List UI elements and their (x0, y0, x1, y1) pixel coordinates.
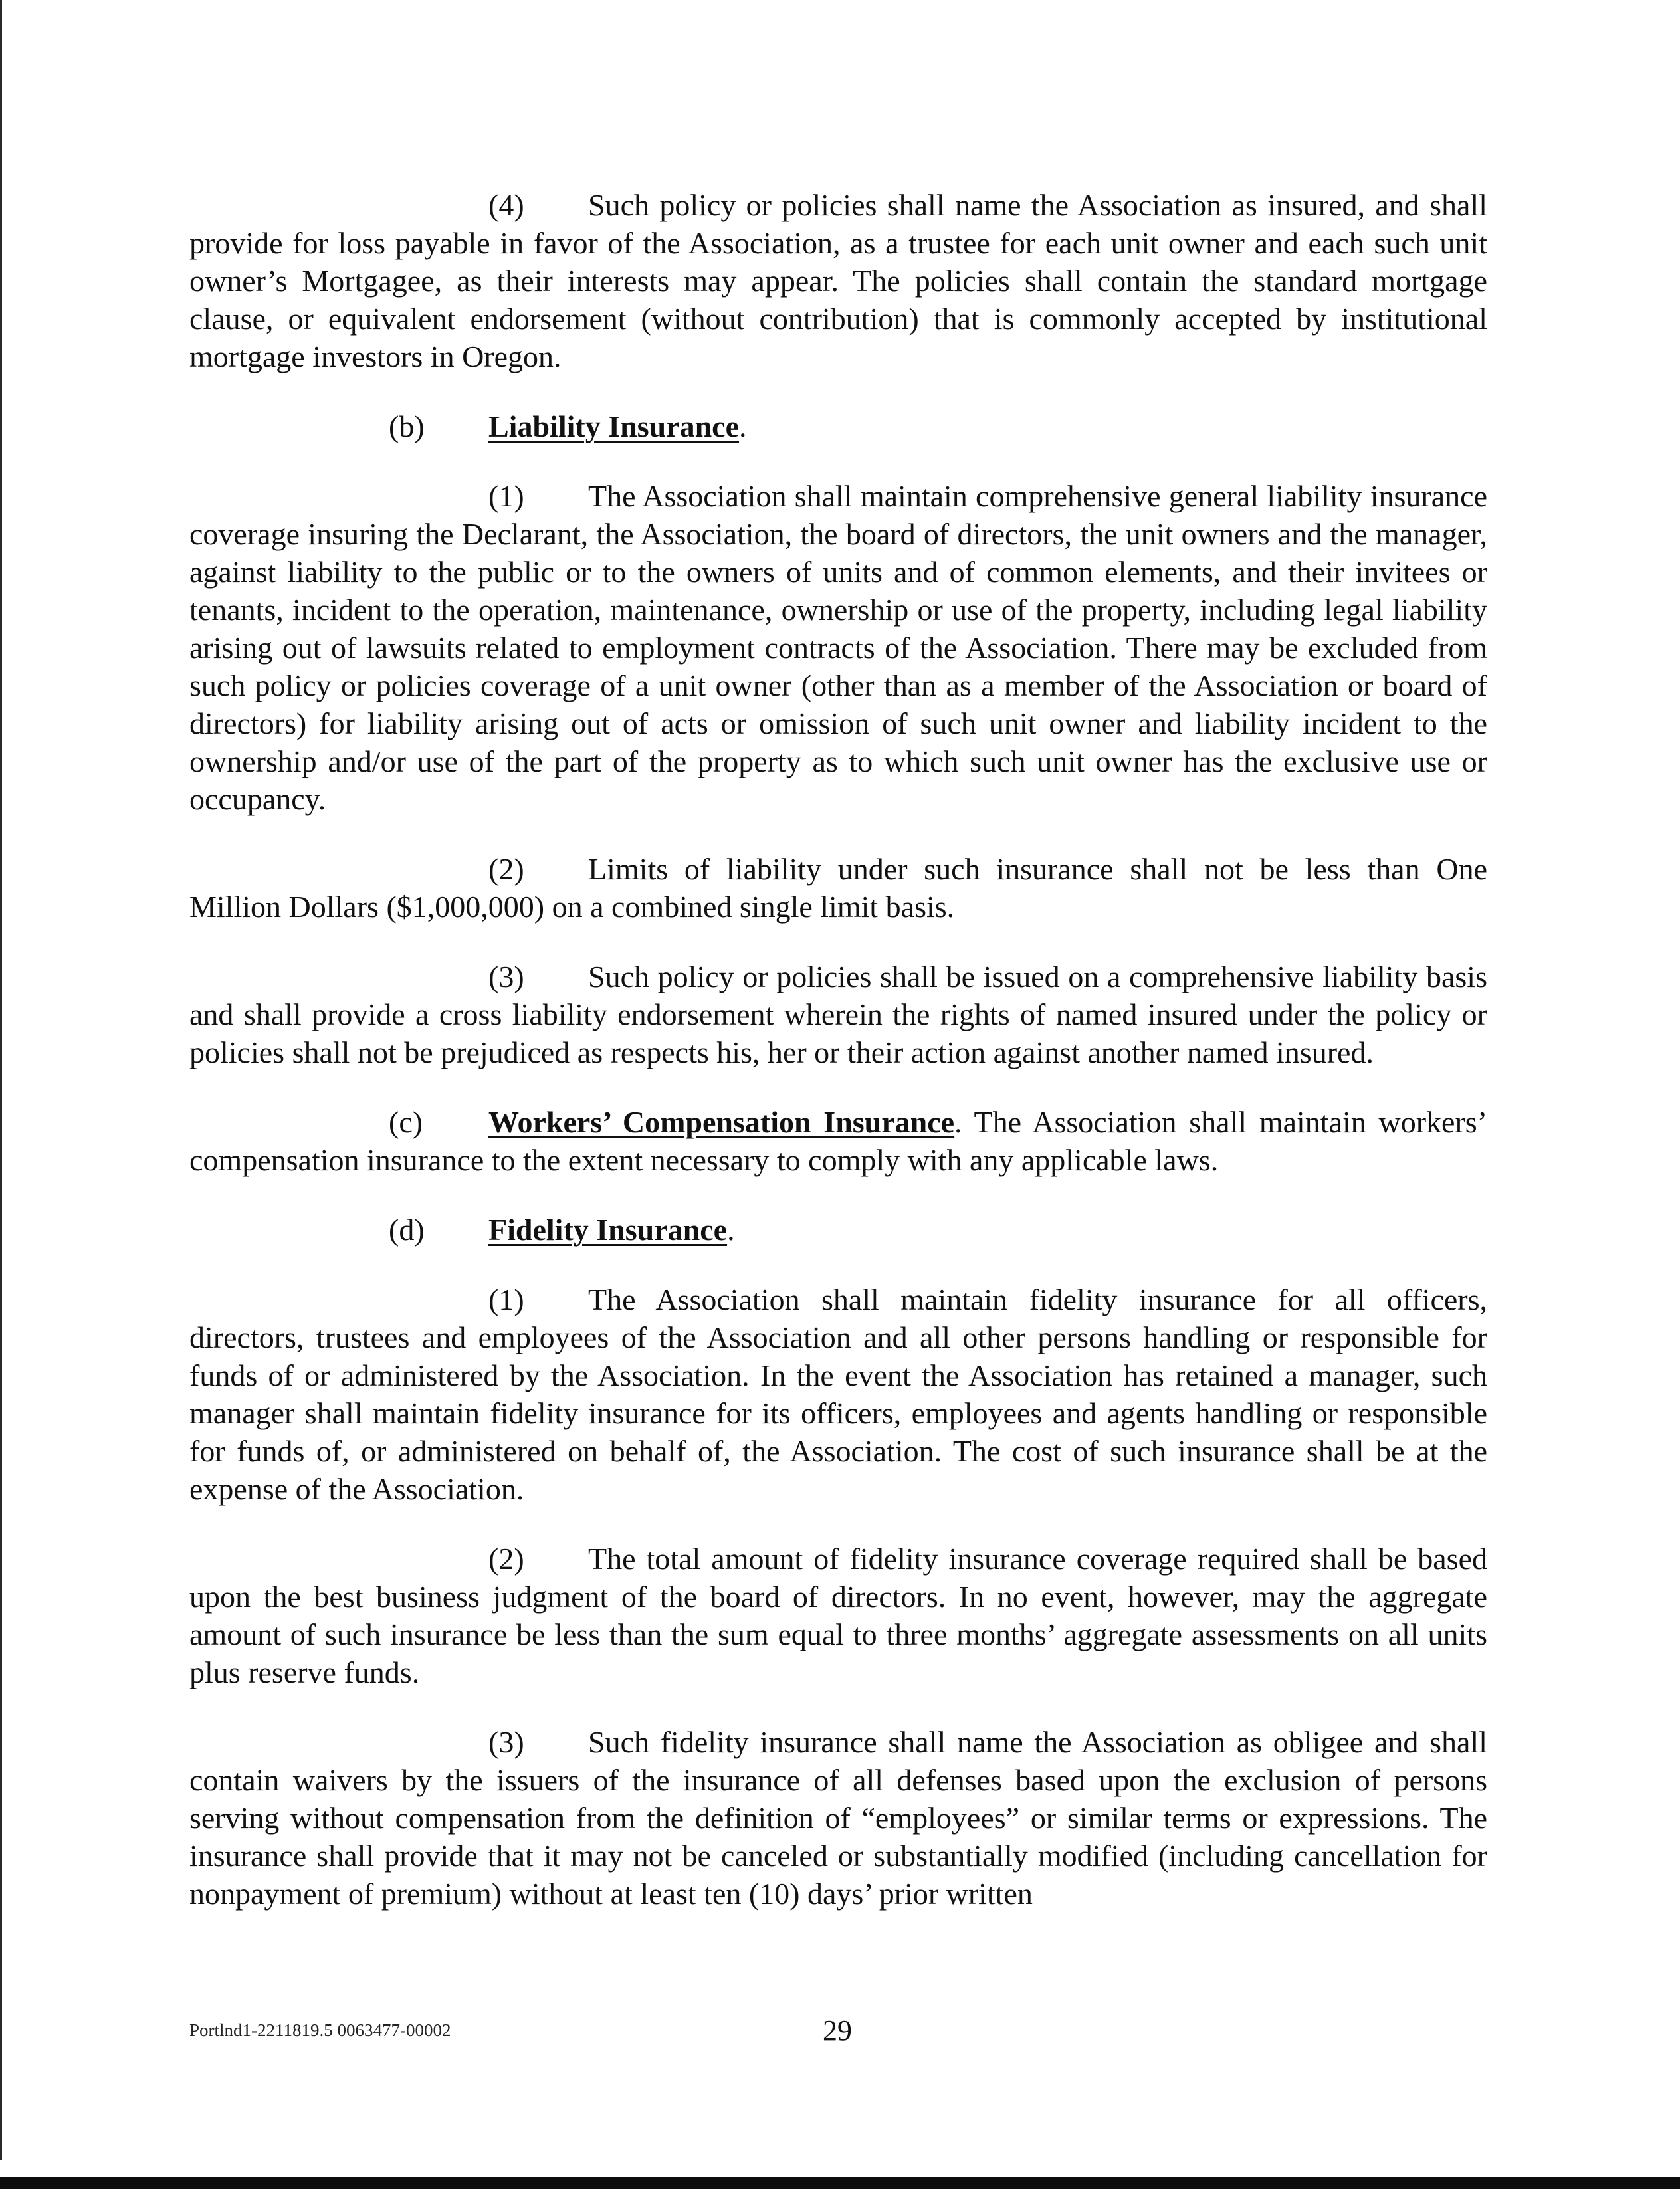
paragraph-b3 (189, 958, 1487, 1071)
paragraph-b2 (189, 850, 1487, 926)
paragraph-b1 (189, 477, 1487, 818)
paragraph-b3-text: Such policy or policies shall be issued on a comprehensive liability basis and shall provide a cross liability endorsement wherein the rights of named insured under the policy or policies shall not be prejudiced as respects his, her or their action against another named insured. (189, 960, 1487, 1069)
footer-document-id: Portlnd1-2211819.5 0063477-00002 (189, 2020, 451, 2040)
section-c-text: . The Association shall maintain workers’ compensation insurance to the extent necessary to comply with any applicable laws. (189, 1105, 1488, 1177)
paragraph-d3-text: Such fidelity insurance shall name the Association as obligee and shall contain waivers by the issuers of the insurance of all defenses based upon the exclusion of persons serving without compensation from the definition of “employees” or similar terms or expressions. The insurance shall provide that it may not be canceled or substantially modified (including cancellation for nonpayment of premium) without at least ten (10) days’ prior written (189, 1725, 1487, 1911)
paragraph-d3 (189, 1723, 1487, 1913)
section-c-title: Workers’ Compensation Insurance (488, 1105, 955, 1139)
paragraph-a4 (189, 186, 1487, 375)
footer-page-number: 29 (823, 2014, 852, 2047)
scan-bottom-edge (0, 2177, 1680, 2189)
paragraph-b1-label: (1) (488, 479, 524, 513)
section-d-title: Fidelity Insurance (488, 1213, 728, 1247)
section-b-label: (b) (389, 409, 425, 443)
paragraph-d1-label: (1) (488, 1283, 524, 1316)
paragraph-d1 (189, 1281, 1487, 1508)
paragraph-d2-label: (2) (488, 1542, 524, 1576)
scan-left-edge (0, 0, 2, 2160)
paragraph-b3-label: (3) (488, 960, 524, 993)
paragraph-a4-label: (4) (488, 188, 524, 222)
section-d-heading (189, 1211, 1487, 1249)
paragraph-a4-text: Such policy or policies shall name the Association as insured, and shall provide for loss payable in favor of the Association, as a trustee for each unit owner and each such unit owner’s Mortgagee, as their interests may appear. The policies shall contain the standard mortgage clause, or equivalent endorsement (without contribution) that is commonly accepted by institutional mortgage investors in Oregon. (189, 188, 1487, 373)
paragraph-d1-text: The Association shall maintain fidelity insurance for all officers, directors, trustees and employees of the Association and all other persons handling or responsible for funds of or administered by the Association. In the event the Association has retained a manager, such manager shall maintain fidelity insurance for its officers, employees and agents handling or responsible for funds of, or administered on behalf of, the Association. The cost of such insurance shall be at the expense of the Association. (189, 1283, 1487, 1506)
section-b-punct: . (739, 409, 747, 443)
section-d-punct: . (727, 1213, 735, 1247)
section-c-label: (c) (389, 1105, 423, 1139)
document-page (189, 186, 1487, 1944)
section-c (189, 1103, 1487, 1179)
paragraph-d3-label: (3) (488, 1725, 524, 1759)
paragraph-b2-text: Limits of liability under such insurance shall not be less than One Million Dollars ($1,000,000) on a combined single limit basis. (189, 852, 1487, 924)
section-d-label: (d) (389, 1213, 425, 1247)
paragraph-b1-text: The Association shall maintain comprehensive general liability insurance coverage insuring the Declarant, the Association, the board of directors, the unit owners and the manager, against liability to the public or to the owners of units and of common elements, and their invitees or tenants, incident to the operation, maintenance, ownership or use of the property, including legal liability arising out of lawsuits related to employment contracts of the Association. There may be excluded from such policy or policies coverage of a unit owner (other than as a member of the Association or board of directors) for liability arising out of acts or omission of such unit owner and liability incident to the ownership and/or use of the part of the property as to which such unit owner has the exclusive use or occupancy. (189, 479, 1487, 816)
paragraph-d2 (189, 1540, 1487, 1691)
paragraph-d2-text: The total amount of fidelity insurance coverage required shall be based upon the best business judgment of the board of directors. In no event, however, may the aggregate amount of such insurance be less than the sum equal to three months’ aggregate assessments on all units plus reserve funds. (189, 1542, 1487, 1689)
section-b-heading (189, 407, 1487, 445)
paragraph-b2-label: (2) (488, 852, 524, 886)
section-b-title: Liability Insurance (488, 409, 740, 443)
